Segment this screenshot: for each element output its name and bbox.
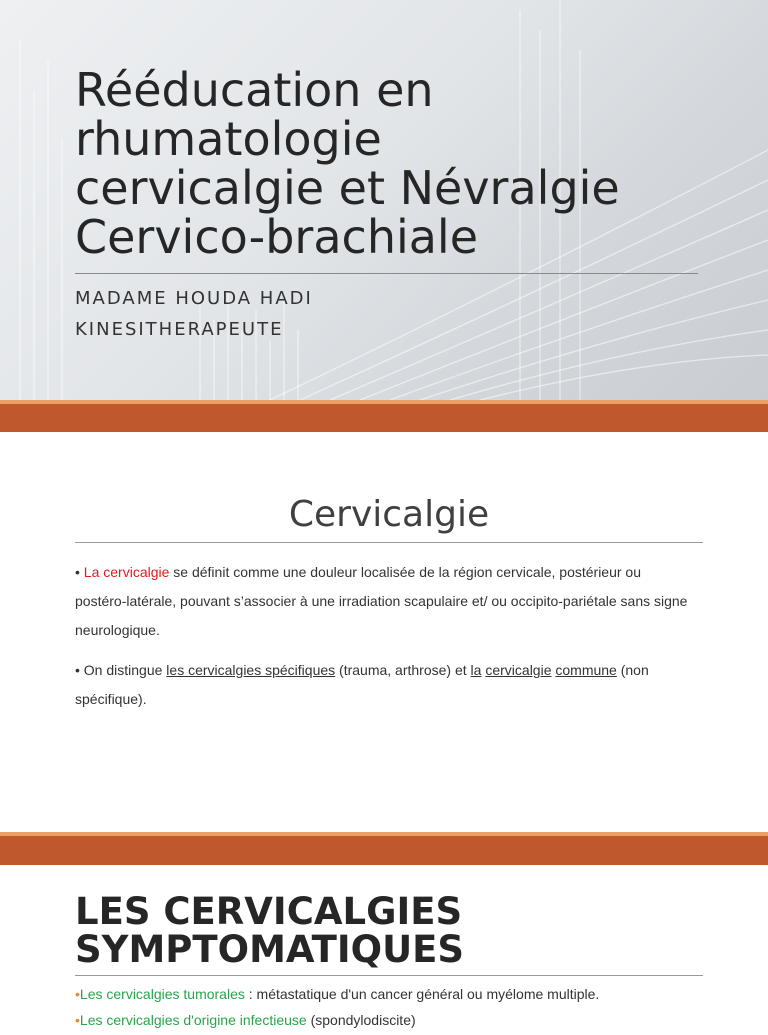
item-text: : métastatique d'un cancer général ou myélome multiple. xyxy=(244,986,600,1002)
item-term: Les cervicalgies tumorales xyxy=(79,986,245,1002)
item-text: (spondylodiscite) xyxy=(306,1012,416,1028)
slide-title-symptomatiques: LES CERVICALGIES SYMPTOMATIQUES xyxy=(75,890,465,971)
link-cervicalgies-specifiques[interactable]: les cervicalgies spécifiques xyxy=(166,662,336,678)
bullet: • xyxy=(75,1012,80,1028)
title-divider xyxy=(75,542,703,543)
bullet-lead: • On distingue xyxy=(75,662,167,678)
title-divider xyxy=(75,273,698,274)
presenter-info xyxy=(75,283,313,345)
list-item xyxy=(75,1006,695,1035)
link-commune[interactable]: commune xyxy=(555,662,617,678)
separator-highlight xyxy=(0,400,768,404)
item-term: Les cervicalgies d'origine infectieuse xyxy=(79,1012,307,1028)
slide-separator xyxy=(0,400,768,432)
title-divider xyxy=(75,975,703,976)
separator-highlight xyxy=(0,832,768,836)
text-fragment: (trauma, arthrose) et xyxy=(335,662,471,678)
definition-term: La cervicalgie xyxy=(83,564,170,580)
presenter-role: KINESITHERAPEUTE xyxy=(75,319,284,340)
presenter-name: MADAME HOUDA HADI xyxy=(75,288,313,309)
bullet: • xyxy=(75,564,80,580)
link-cervicalgie[interactable]: cervicalgie xyxy=(485,662,552,678)
bullet: • xyxy=(75,986,80,1002)
slide-title-cervicalgie: Cervicalgie xyxy=(288,494,490,535)
link-la[interactable]: la xyxy=(470,662,482,678)
definition-text: se définit comme une douleur localisée de la région cervicale, postérieur ou postéro-latérale, pouvant s’associer à une irradiation scapulaire et/ ou occipito-pariétale sans signe neurologique. xyxy=(75,564,688,638)
text-fragment: (non spécifique). xyxy=(75,662,649,707)
title-slide xyxy=(0,0,768,400)
definition-paragraph xyxy=(75,558,695,645)
presentation-title: Rééducation en rhumatologie cervicalgie et Névralgie Cervico-brachiale xyxy=(75,63,620,264)
slide-separator xyxy=(0,832,768,865)
list-item xyxy=(75,980,695,1009)
distinction-paragraph xyxy=(75,656,695,714)
